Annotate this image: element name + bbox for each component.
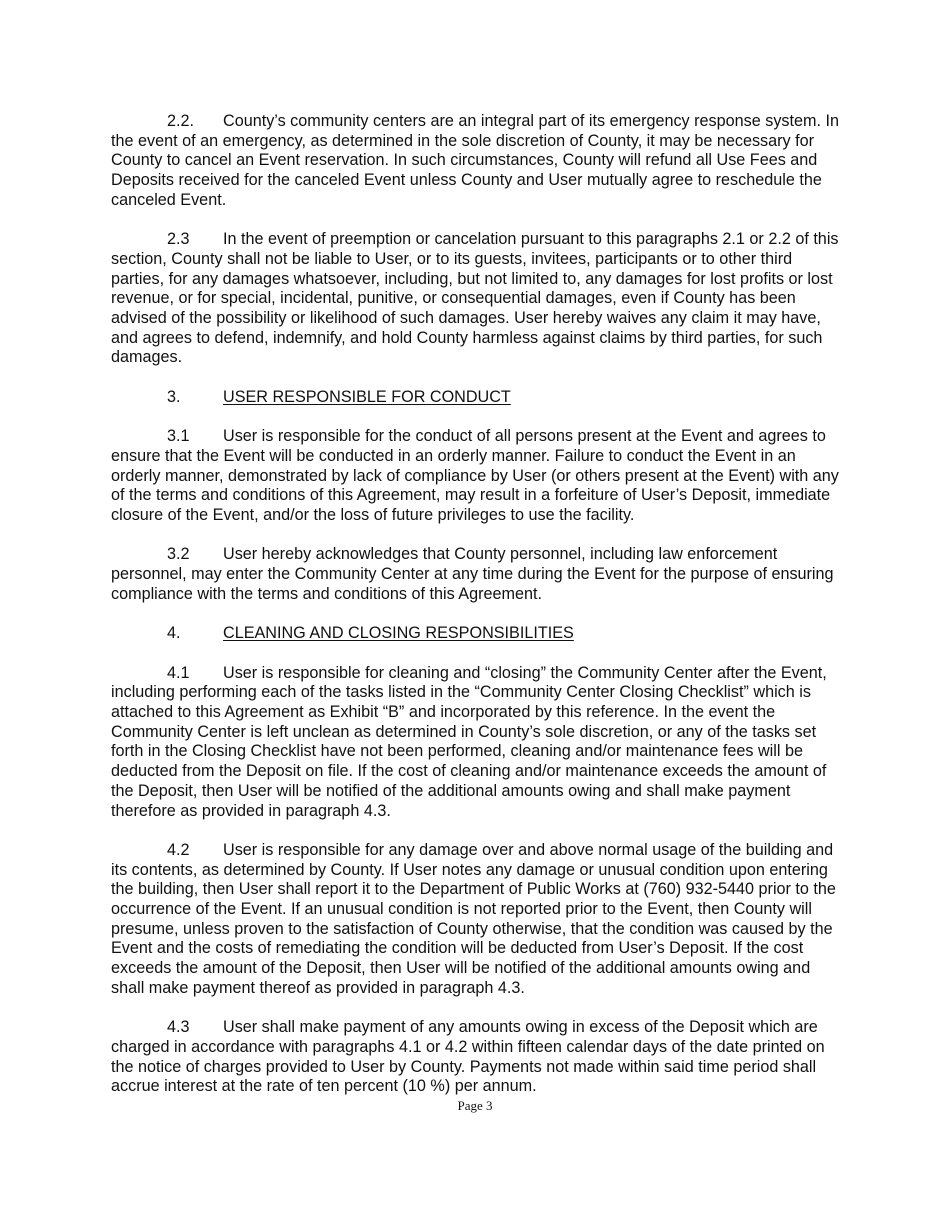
page-number-footer: Page 3: [457, 1098, 493, 1113]
section-heading-3: [111, 388, 842, 408]
paragraph-3-2: [111, 545, 842, 604]
paragraph-number: 2.2.: [167, 112, 195, 130]
paragraph-number: 3.2: [167, 545, 190, 564]
section-title: CLEANING AND CLOSING RESPONSIBILITIES: [223, 624, 574, 643]
paragraph-text: User is responsible for cleaning and “closing” the Community Center after the Event, including performing each of the tasks listed in the “Community Center Closing Checklist” which is attached to this Agreement as Exhibit “B” and incorporated by this reference. In the event the Community Center is left unclean as determined in County’s sole discretion, or any of the tasks set forth in the Closing Checklist have not been performed, cleaning and/or maintenance fees will be deducted from the Deposit on file. If the cost of cleaning and/or maintenance exceeds the amount of the Deposit, then User will be notified of the additional amounts owing and shall make payment therefore as provided in paragraph 4.3.: [111, 663, 827, 820]
document-body: [111, 112, 842, 1117]
paragraph-2-2: [111, 112, 842, 211]
paragraph-number: 4.3: [167, 1018, 190, 1037]
paragraph-text: User hereby acknowledges that County personnel, including law enforcement personnel, may enter the Community Center at any time during the Event for the purpose of ensuring compliance with the terms and conditions of this Agreement.: [111, 545, 834, 603]
paragraph-2-3: [111, 230, 842, 368]
paragraph-4-2: [111, 841, 842, 999]
paragraph-number: 4.1: [167, 663, 190, 682]
paragraph-text: User shall make payment of any amounts owing in excess of the Deposit which are charged in accordance with paragraphs 4.1 or 4.2 within fifteen calendar days of the date printed on the notice of charges provided to User by County. Payments not made within said time period shall accrue interest at the rate of ten percent (10 %) per annum.: [111, 1018, 825, 1096]
paragraph-text: In the event of preemption or cancelation pursuant to this paragraphs 2.1 or 2.2 of this section, County shall not be liable to User, or to its guests, invitees, participants or to other third parties, for any damages whatsoever, including, but not limited to, any damages for lost profits or lost revenue, or for special, incidental, punitive, or consequential damages, even if County has been advised of the possibility or likelihood of such damages. User hereby waives any claim it may have, and agrees to defend, indemnify, and hold County harmless against claims by third parties, for such damages.: [111, 230, 839, 367]
section-heading-4: [111, 624, 842, 644]
section-number: 3.: [167, 387, 181, 406]
paragraph-text: User is responsible for any damage over and above normal usage of the building and its contents, as determined by County. If User notes any damage or unusual condition upon entering the building, then User shall report it to the Department of Public Works at (760) 932-5440 prior to the occurrence of the Event. If an unusual condition is not reported prior to the Event, then County will presume, unless proven to the satisfaction of County otherwise, that the condition was caused by the Event and the costs of remediating the condition will be deducted from User’s Deposit. If the cost exceeds the amount of the Deposit, then User will be notified of the additional amounts owing and shall make payment thereof as provided in paragraph 4.3.: [111, 840, 836, 997]
paragraph-text: User is responsible for the conduct of all persons present at the Event and agrees to ensure that the Event will be conducted in an orderly manner. Failure to conduct the Event in an orderly manner, demonstrated by lack of compliance by User (or others present at the Event) with any of the terms and conditions of this Agreement, may result in a forfeiture of User’s Deposit, immediate closure of the Event, and/or the loss of future privileges to use the facility.: [111, 427, 839, 525]
paragraph-3-1: [111, 427, 842, 526]
paragraph-4-3: [111, 1018, 842, 1097]
section-title: USER RESPONSIBLE FOR CONDUCT: [223, 387, 511, 406]
paragraph-number: 3.1: [167, 427, 190, 446]
paragraph-number: 4.2: [167, 840, 190, 859]
paragraph-4-1: [111, 664, 842, 822]
paragraph-number: 2.3: [167, 230, 190, 249]
paragraph-text: County’s community centers are an integral part of its emergency response system. In the event of an emergency, as determined in the sole discretion of County, it may be necessary for County to cancel an Event reservation. In such circumstances, County will refund all Use Fees and Deposits received for the canceled Event unless County and User mutually agree to reschedule the canceled Event.: [111, 112, 840, 209]
section-number: 4.: [167, 624, 181, 643]
